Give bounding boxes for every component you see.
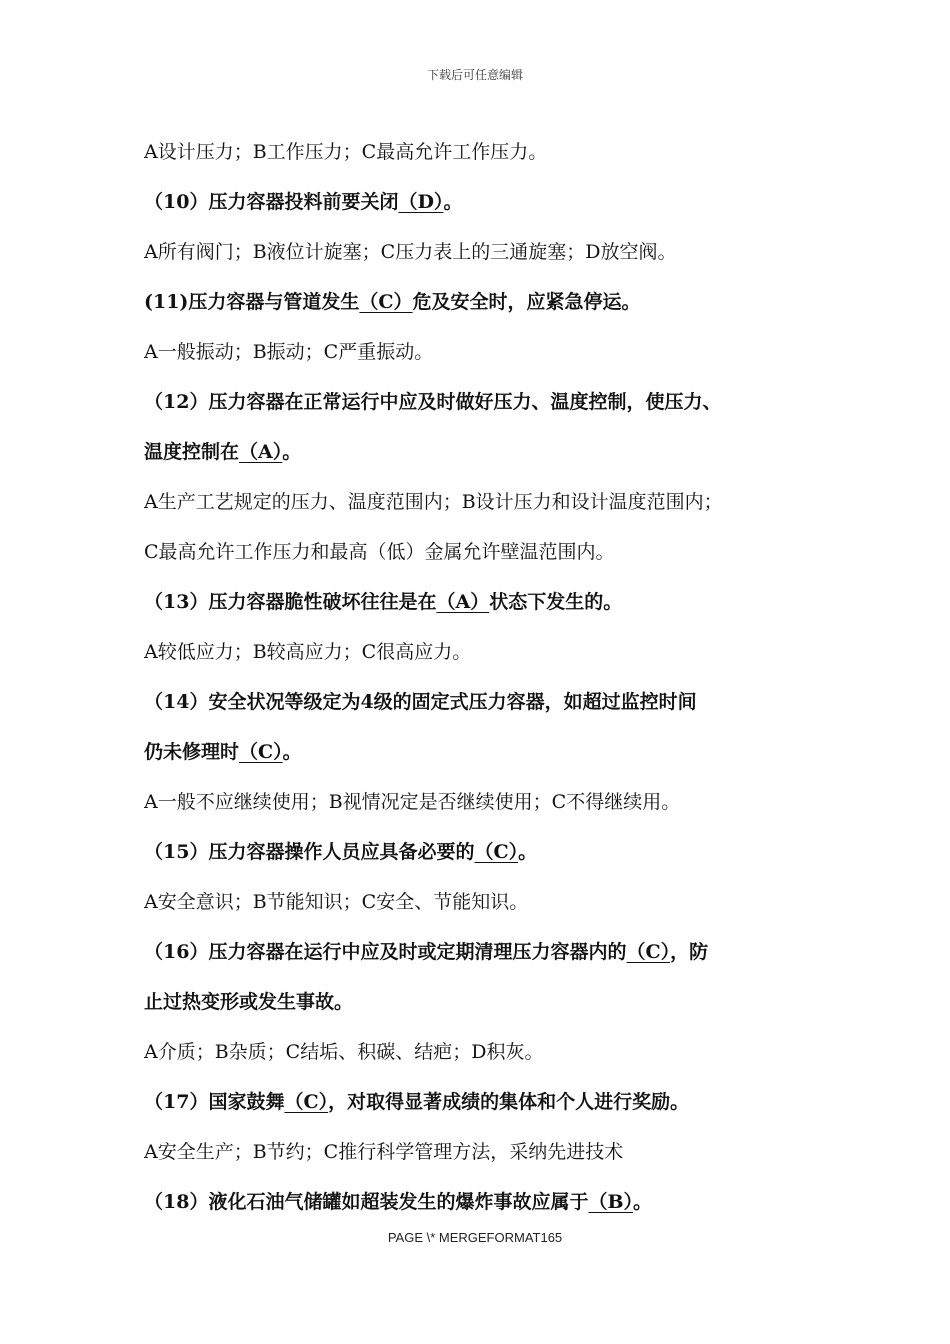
question-tail: 危及安全时，应紧急停运。 [412, 291, 641, 313]
question-line [144, 832, 834, 882]
question-tail: ，对取得显著成绩的集体和个人进行奖励。 [328, 1091, 690, 1113]
question-line [144, 1082, 834, 1132]
option-line: A生产工艺规定的压力、温度范围内；B设计压力和设计温度范围内； [144, 491, 723, 513]
option-line: A设计压力；B工作压力；C最高允许工作压力。 [144, 141, 548, 163]
question-text: （15）压力容器操作人员应具备必要的 [144, 841, 475, 863]
page-header: 下载后可任意编辑 [426, 68, 523, 82]
question-line [144, 582, 834, 632]
question-text: （17）国家鼓舞 [144, 1091, 285, 1113]
option-line: A介质；B杂质；C结垢、积碳、结疤；D积灰。 [144, 1041, 544, 1063]
option-line: A安全生产；B节约；C推行科学管理方法，采纳先进技术 [144, 1141, 624, 1163]
answer-blank: （A） [239, 441, 283, 463]
question-text: 温度控制在 [144, 441, 240, 463]
answer-blank: （C） [239, 741, 283, 763]
question-tail: 。 [282, 741, 302, 763]
answer-blank: （A） [436, 591, 490, 613]
question-tail: 状态下发生的。 [489, 591, 623, 613]
question-line [144, 182, 834, 232]
question-text: (11)压力容器与管道发生 [144, 291, 360, 313]
question-text: （16）压力容器在运行中应及时或定期清理压力容器内的 [144, 941, 627, 963]
option-line: A安全意识；B节能知识；C安全、节能知识。 [144, 891, 529, 913]
question-text: （12）压力容器在正常运行中应及时做好压力、温度控制，使压力、 [144, 391, 722, 413]
question-line [144, 1182, 834, 1232]
answer-blank: （C） [359, 291, 413, 313]
option-line: A一般振动；B振动；C严重振动。 [144, 341, 434, 363]
question-text: 止过热变形或发生事故。 [144, 991, 354, 1013]
question-tail: 。 [518, 841, 538, 863]
answer-blank: （D） [398, 191, 444, 213]
question-line [144, 932, 834, 982]
question-text: （10）压力容器投料前要关闭 [144, 191, 399, 213]
document-body [144, 132, 834, 1232]
answer-blank: （B） [588, 1191, 634, 1213]
question-line [144, 382, 834, 432]
question-tail: 。 [282, 441, 302, 463]
question-text: （13）压力容器脆性破坏往往是在 [144, 591, 437, 613]
option-line: A较低应力；B较高应力；C很高应力。 [144, 641, 472, 663]
answer-blank: （C） [626, 941, 671, 963]
answer-blank: （C） [284, 1091, 329, 1113]
question-line [144, 282, 834, 332]
question-line [144, 432, 834, 482]
question-text: （14）安全状况等级定为4级的固定式压力容器，如超过监控时间 [144, 691, 697, 713]
question-line [144, 982, 834, 1032]
question-text: 仍未修理时 [144, 741, 240, 763]
answer-blank: （C） [474, 841, 519, 863]
question-tail: 。 [633, 1191, 653, 1213]
question-tail: 。 [443, 191, 463, 213]
question-tail: ，防 [670, 941, 709, 963]
option-line: A所有阀门；B液位计旋塞；C压力表上的三通旋塞；D放空阀。 [144, 241, 677, 263]
question-line [144, 732, 834, 782]
question-text: （18）液化石油气储罐如超装发生的爆炸事故应属于 [144, 1191, 589, 1213]
option-line: A一般不应继续使用；B视情况定是否继续使用；C不得继续用。 [144, 791, 681, 813]
question-line [144, 682, 834, 732]
page-footer: PAGE \* MERGEFORMAT165 [387, 1230, 563, 1245]
option-line: C最高允许工作压力和最高（低）金属允许壁温范围内。 [144, 541, 615, 563]
